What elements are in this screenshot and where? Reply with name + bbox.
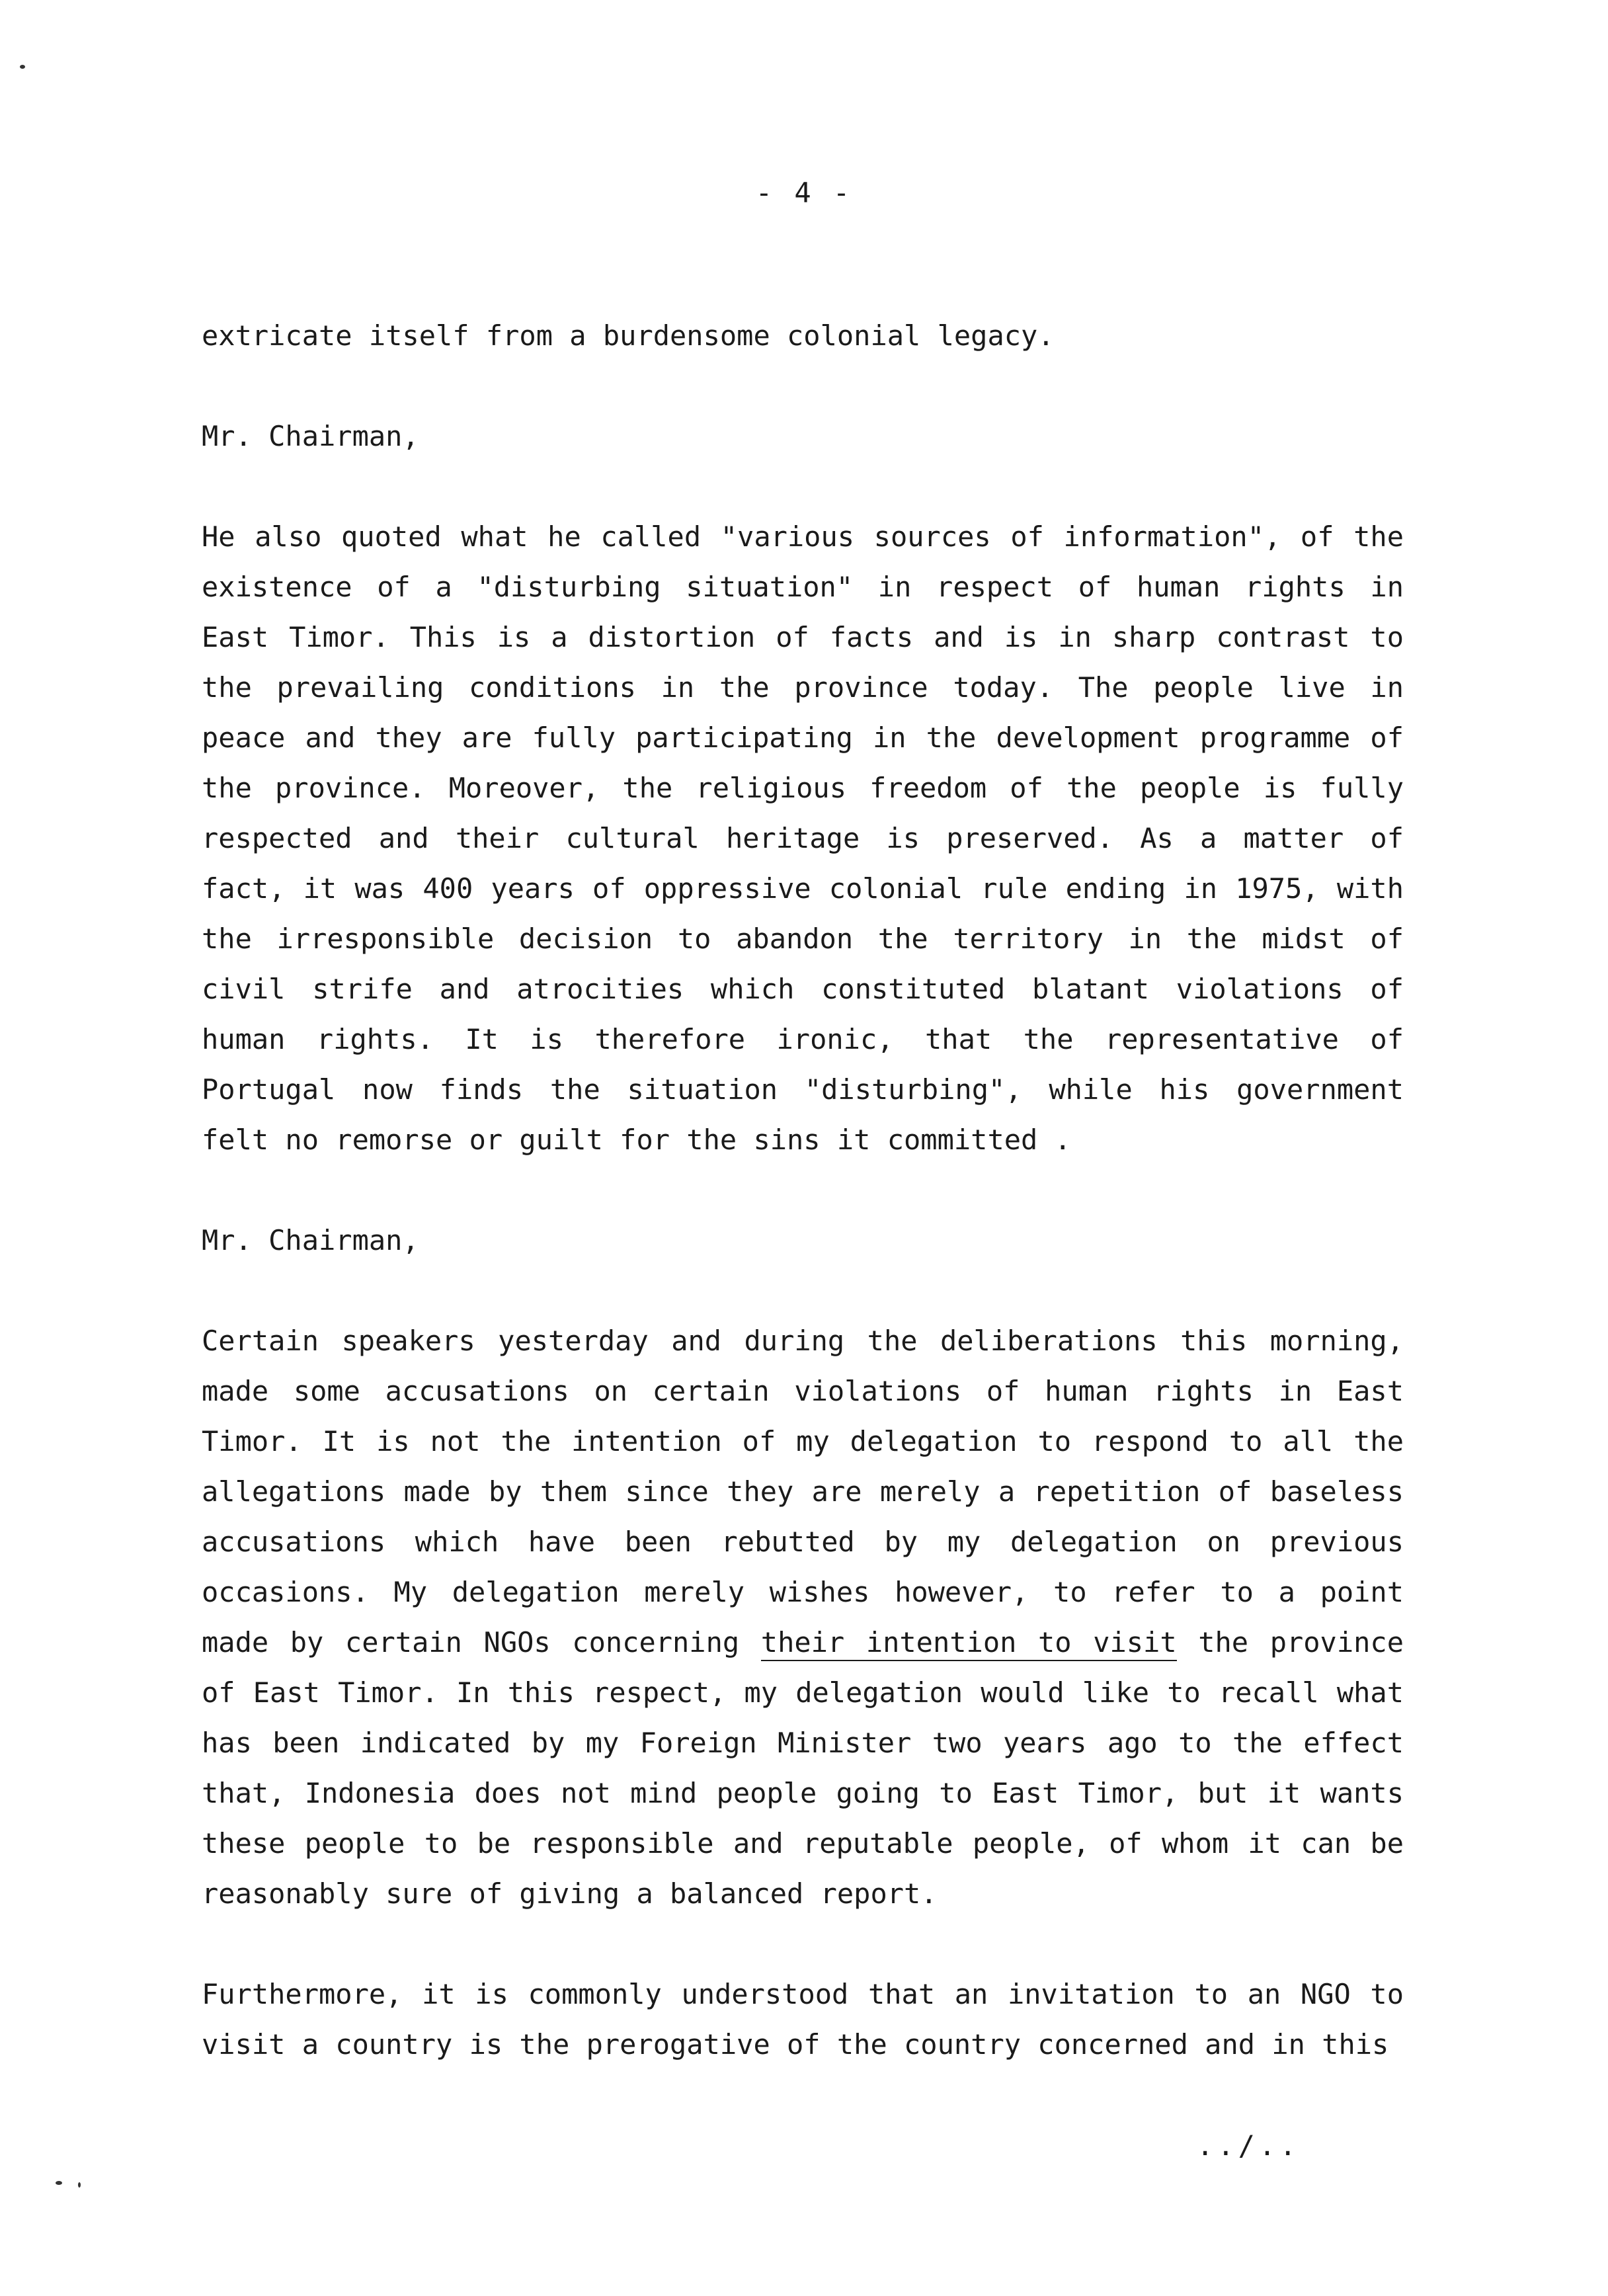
body-text <box>202 311 1404 2120</box>
scan-speck <box>56 2181 62 2185</box>
salutation: Mr. Chairman, <box>202 1224 419 1256</box>
paragraph-continuation: extricate itself from a burdensome colonial legacy. <box>202 319 1055 352</box>
paragraph-ngo-visit: Certain speakers yesterday and during the deliberations this morning, made some accusations on certain violations of human rights in East Timor. It is not the intention of my delegation to respond to all the allegations made by them since they are merely a repetition of baseless accusations which have been rebutted by my delegation on previous occasions. My delegation merely wishes however, to refer to a point made by certain NGOs concerning their intention to visit the province of East Timor. In this respect, my delegation would like to recall what has been indicated by my Foreign Minister two years ago to the effect that, Indonesia does not mind people going to East Timor, but it wants these people to be responsible and reputable people, of whom it can be reasonably sure of giving a balanced report. <box>202 1325 1404 1910</box>
underlined-phrase: their intention to visit <box>761 1626 1177 1661</box>
salutation: Mr. Chairman, <box>202 420 419 452</box>
paragraph-human-rights: He also quoted what he called "various sources of information", of the existence of a "disturbing situation" in respect of human rights in East Timor. This is a distortion of facts and is in sharp contrast to the prevailing conditions in the province today. The people live in peace and they are fully participating in the development programme of the province. Moreover, the religious freedom of the people is fully respected and their cultural heritage is preserved. As a matter of fact, it was 400 years of oppressive colonial rule ending in 1975, with the irresponsible decision to abandon the territory in the midst of civil strife and atrocities which constituted blatant violations of human rights. It is therefore ironic, that the representative of Portugal now finds the situation "disturbing", while his government felt no remorse or guilt for the sins it committed . <box>202 520 1404 1156</box>
paragraph-prerogative: Furthermore, it is commonly understood that an invitation to an NGO to visit a country is the prerogative of the country concerned and in this <box>202 1978 1404 2061</box>
continuation-mark: ../.. <box>1197 2129 1301 2162</box>
scan-speck <box>20 65 25 69</box>
scan-speck <box>78 2182 81 2188</box>
page-number: - 4 - <box>755 177 853 209</box>
